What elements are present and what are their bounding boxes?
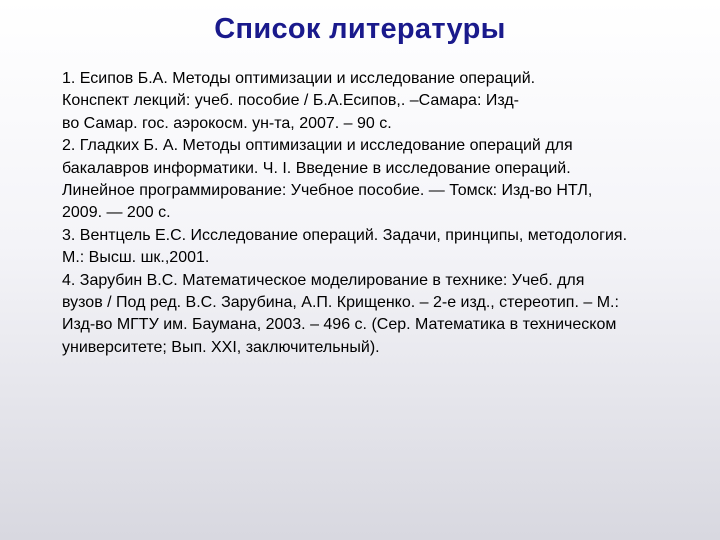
reference-line: Линейное программирование: Учебное пособие. — Томск: Изд-во НТЛ, — [62, 182, 593, 200]
reference-line: М.: Высш. шк.,2001. — [62, 249, 210, 267]
reference-line: Конспект лекций: учеб. пособие / Б.А.Есипов,. –Самара: Изд- — [62, 92, 519, 110]
reference-line: вузов / Под ред. В.С. Зарубина, А.П. Крищенко. – 2-е изд., стереотип. – М.: — [62, 294, 619, 312]
reference-line: Изд-во МГТУ им. Баумана, 2003. – 496 с. (Сер. Математика в техническом — [62, 316, 617, 334]
reference-line: университете; Вып. XXI, заключительный). — [62, 338, 380, 356]
reference-line: 2009. — 200 с. — [62, 204, 171, 222]
reference-line: бакалавров информатики. Ч. I. Введение в исследование операций. — [62, 159, 571, 177]
reference-line: 1. Есипов Б.А. Методы оптимизации и исследование операций. — [62, 70, 536, 87]
reference-line: 3. Вентцель Е.С. Исследование операций. Задачи, принципы, методология. — [62, 226, 628, 244]
reference-line: 2. Гладких Б. А. Методы оптимизации и исследование операций для — [62, 137, 573, 155]
reference-line: во Самар. гос. аэрокосм. ун-та, 2007. – 90 с. — [62, 114, 392, 132]
reference-line: 4. Зарубин В.С. Математическое моделирование в технике: Учеб. для — [62, 271, 585, 289]
reference-list — [62, 68, 710, 359]
page-title: Список литературы — [214, 13, 506, 45]
